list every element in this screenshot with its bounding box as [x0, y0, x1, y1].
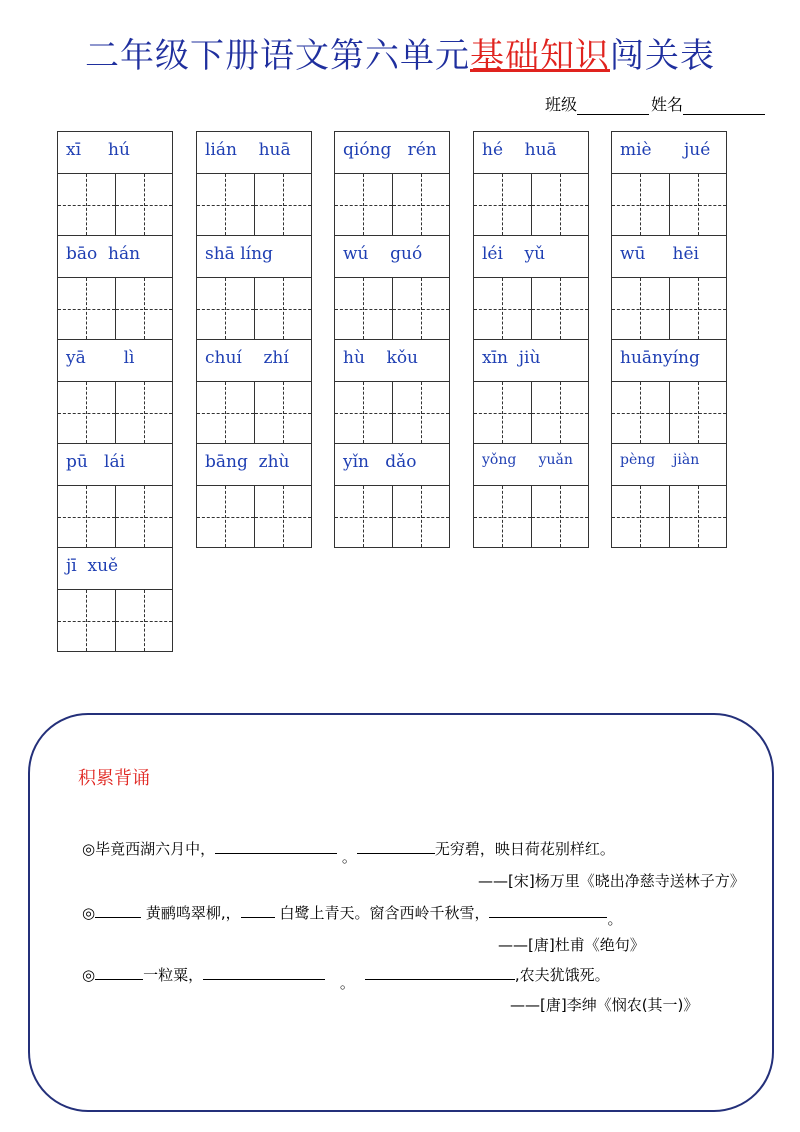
source-1: ——[宋]杨万里《晓出净慈寺送林子方》	[478, 872, 745, 890]
tianzige-box[interactable]	[335, 486, 392, 547]
pinyin-column	[334, 131, 450, 548]
tianzige-box[interactable]	[335, 382, 392, 443]
tianzige-box[interactable]	[197, 382, 254, 443]
writing-boxes	[612, 382, 726, 443]
tianzige-box[interactable]	[392, 174, 450, 235]
class-label: 班级	[545, 95, 578, 114]
tianzige-box[interactable]	[531, 174, 589, 235]
writing-boxes	[58, 486, 172, 547]
tianzige-box[interactable]	[254, 382, 312, 443]
source-2: ——[唐]杜甫《绝句》	[498, 936, 645, 954]
word-group	[474, 340, 588, 444]
tianzige-box[interactable]	[58, 382, 115, 443]
word-group	[197, 444, 311, 548]
pinyin-label: yā lì	[58, 340, 172, 382]
blank[interactable]	[241, 903, 275, 918]
tianzige-box[interactable]	[335, 174, 392, 235]
tianzige-box[interactable]	[58, 174, 115, 235]
tianzige-box[interactable]	[115, 278, 173, 339]
blank[interactable]	[357, 839, 435, 854]
writing-boxes	[335, 278, 449, 339]
tianzige-box[interactable]	[392, 382, 450, 443]
pinyin-column	[611, 131, 727, 548]
word-group	[474, 236, 588, 340]
writing-boxes	[197, 382, 311, 443]
word-group	[612, 340, 726, 444]
tianzige-box[interactable]	[612, 382, 669, 443]
page-title: 二年级下册语文第六单元基础知识闯关表	[85, 36, 715, 76]
pinyin-label: yǒng yuǎn	[474, 444, 588, 486]
word-group	[58, 132, 172, 236]
pinyin-label: lián huā	[197, 132, 311, 174]
tianzige-box[interactable]	[254, 486, 312, 547]
recite-title: 积累背诵	[78, 768, 150, 789]
writing-boxes	[58, 174, 172, 235]
blank[interactable]	[95, 903, 141, 918]
pinyin-label: miè jué	[612, 132, 726, 174]
pinyin-column	[196, 131, 312, 548]
writing-boxes	[474, 486, 588, 547]
tianzige-box[interactable]	[58, 486, 115, 547]
class-blank[interactable]	[577, 96, 649, 115]
word-group	[335, 444, 449, 548]
pinyin-label: wū hēi	[612, 236, 726, 278]
word-group	[197, 236, 311, 340]
word-group	[197, 132, 311, 236]
blank[interactable]	[95, 965, 143, 980]
word-group	[474, 444, 588, 548]
writing-boxes	[612, 174, 726, 235]
title-highlight: 基础知识	[470, 36, 610, 76]
pinyin-label: qióng rén	[335, 132, 449, 174]
tianzige-box[interactable]	[474, 486, 531, 547]
name-blank[interactable]	[683, 96, 765, 115]
pinyin-column	[473, 131, 589, 548]
pinyin-label: chuí zhí	[197, 340, 311, 382]
word-group	[612, 236, 726, 340]
writing-boxes	[474, 382, 588, 443]
class-name-fields	[545, 92, 767, 115]
word-group	[612, 132, 726, 236]
writing-boxes	[335, 174, 449, 235]
blank[interactable]	[203, 965, 325, 980]
writing-boxes	[197, 278, 311, 339]
word-group	[58, 236, 172, 340]
tianzige-box[interactable]	[669, 278, 727, 339]
tianzige-box[interactable]	[392, 486, 450, 547]
pinyin-label: bāng zhù	[197, 444, 311, 486]
tianzige-box[interactable]	[474, 382, 531, 443]
tianzige-box[interactable]	[197, 278, 254, 339]
writing-boxes	[335, 382, 449, 443]
tianzige-box[interactable]	[669, 174, 727, 235]
tianzige-box[interactable]	[612, 174, 669, 235]
tianzige-box[interactable]	[58, 590, 115, 651]
word-group	[335, 132, 449, 236]
pinyin-label: pèng jiàn	[612, 444, 726, 486]
tianzige-box[interactable]	[115, 486, 173, 547]
pinyin-label: jī xuě	[58, 548, 172, 590]
tianzige-box[interactable]	[474, 174, 531, 235]
pinyin-label: shā líng	[197, 236, 311, 278]
writing-boxes	[335, 486, 449, 547]
blank[interactable]	[215, 839, 337, 854]
tianzige-box[interactable]	[669, 486, 727, 547]
name-label: 姓名	[651, 95, 684, 114]
tianzige-box[interactable]	[254, 278, 312, 339]
pinyin-label: wú guó	[335, 236, 449, 278]
tianzige-box[interactable]	[474, 278, 531, 339]
word-group	[58, 444, 172, 548]
pinyin-label: hé huā	[474, 132, 588, 174]
poem-line-1: ◎毕竟西湖六月中， 。 无穷碧，映日荷花别样红。	[82, 840, 615, 866]
blank[interactable]	[365, 965, 515, 980]
pinyin-label: yǐn dǎo	[335, 444, 449, 486]
word-group	[58, 340, 172, 444]
writing-boxes	[197, 486, 311, 547]
word-group	[197, 340, 311, 444]
word-group	[58, 548, 172, 652]
source-3: ——[唐]李绅《悯农(其一)》	[510, 996, 699, 1014]
tianzige-box[interactable]	[531, 278, 589, 339]
writing-boxes	[197, 174, 311, 235]
tianzige-box[interactable]	[531, 382, 589, 443]
writing-boxes	[58, 278, 172, 339]
poem-line-3: ◎ 一粒粟， 。 ,农夫犹饿死。	[82, 966, 610, 992]
writing-boxes	[58, 590, 172, 651]
writing-boxes	[612, 486, 726, 547]
pinyin-label: xī hú	[58, 132, 172, 174]
pinyin-label: huānyíng	[612, 340, 726, 382]
tianzige-box[interactable]	[669, 382, 727, 443]
tianzige-box[interactable]	[254, 174, 312, 235]
pinyin-label: léi yǔ	[474, 236, 588, 278]
pinyin-label: pū lái	[58, 444, 172, 486]
word-group	[335, 340, 449, 444]
tianzige-box[interactable]	[197, 486, 254, 547]
pinyin-column	[57, 131, 173, 652]
word-group	[335, 236, 449, 340]
tianzige-box[interactable]	[115, 174, 173, 235]
tianzige-box[interactable]	[335, 278, 392, 339]
pinyin-label: xīn jiù	[474, 340, 588, 382]
tianzige-box[interactable]	[392, 278, 450, 339]
tianzige-box[interactable]	[612, 278, 669, 339]
writing-boxes	[474, 278, 588, 339]
writing-boxes	[612, 278, 726, 339]
writing-boxes	[58, 382, 172, 443]
word-group	[612, 444, 726, 548]
tianzige-box[interactable]	[58, 278, 115, 339]
tianzige-box[interactable]	[531, 486, 589, 547]
tianzige-box[interactable]	[612, 486, 669, 547]
blank[interactable]	[489, 903, 607, 918]
tianzige-box[interactable]	[115, 382, 173, 443]
poem-line-2: ◎ 黄鹂鸣翠柳,， 白鹭上青天。窗含西岭千秋雪， 。	[82, 904, 623, 928]
writing-boxes	[474, 174, 588, 235]
pinyin-label: hù kǒu	[335, 340, 449, 382]
pinyin-label: bāo hán	[58, 236, 172, 278]
tianzige-box[interactable]	[115, 590, 173, 651]
tianzige-box[interactable]	[197, 174, 254, 235]
word-group	[474, 132, 588, 236]
